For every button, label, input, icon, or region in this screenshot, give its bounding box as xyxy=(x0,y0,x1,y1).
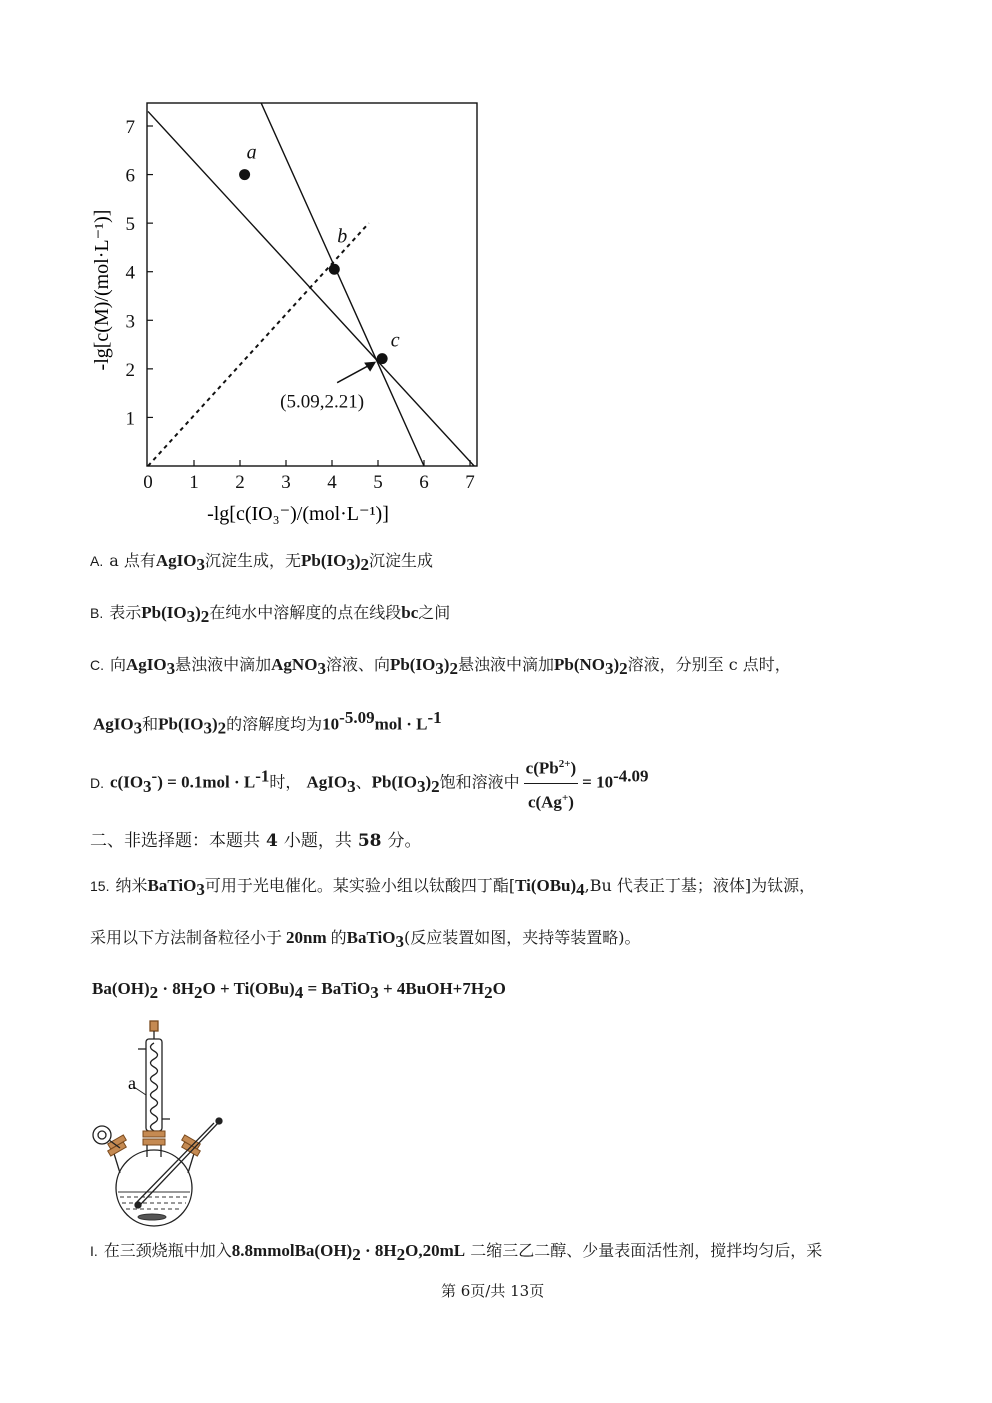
x-tick-label: 5 xyxy=(373,472,383,493)
y-tick-label: 2 xyxy=(125,359,135,381)
x-tick-label: 0 xyxy=(143,472,153,493)
reaction-equation: $Ba(OH)_2 \cdot 8H_2O + Ti(OBu)_4$ = BaTiO$_3$ + $4BuOH+7H_2O$ xyxy=(92,979,506,1003)
y-tick-label: 7 xyxy=(125,117,135,138)
x-tick-label: 2 xyxy=(235,472,245,493)
point-a xyxy=(239,169,250,180)
y-tick-label: 3 xyxy=(125,311,135,333)
x-tick-label: 6 xyxy=(419,472,429,493)
point-b xyxy=(329,264,340,275)
section-heading: 二、非选择题：本题共 4 小题，共 58 分。 xyxy=(90,831,422,851)
y-tick-label: 4 xyxy=(125,262,135,284)
q15-line1: 15. 纳米BaTiO$_3$可用于光电催化。某实验小组以钛酸四丁酯[$Ti(OBu)_4,Bu$ 代表正丁基；液体]为钛源， xyxy=(90,876,816,900)
option-b: B. 表示$Pb(IO_3)_2$在纯水中溶解度的点在线段bc之间 xyxy=(90,603,451,627)
condenser xyxy=(138,1021,170,1135)
x-tick-label: 4 xyxy=(327,472,337,493)
option-c-line2: AgIO$_3$和$Pb(IO_3)_2$的溶解度均为$10^{-5.09}mol \cdot L^{-1}$ xyxy=(93,708,442,738)
step-1-line: I. 在三颈烧瓶中加入$8.8mmolBa(OH)_2 \cdot 8H_2O,20mL$ 二缩三乙二醇、少量表面活性剂，搅拌均匀后，采 xyxy=(90,1241,823,1265)
point-c xyxy=(377,353,388,364)
point-label-c: c xyxy=(390,329,400,352)
annotation-label: (5.09,2.21) xyxy=(280,391,365,413)
option-a: A. a 点有AgIO$_3$沉淀生成，无$Pb(IO_3)_2$沉淀生成 xyxy=(90,551,434,575)
x-tick-label: 7 xyxy=(465,472,475,493)
point-label-a: a xyxy=(246,141,257,164)
series-line-3 xyxy=(148,223,369,466)
apparatus-diagram xyxy=(80,1015,240,1230)
y-tick-label: 6 xyxy=(125,165,135,187)
x-tick-label: 1 xyxy=(189,472,199,493)
stopcock-valve xyxy=(93,1126,120,1148)
y-tick-label: 5 xyxy=(125,214,135,236)
option-c-line1: C. 向AgIO$_3$悬浊液中滴加AgNO$_3$溶液、向$Pb(IO_3)_2$悬浊液中滴加$Pb(NO_3)_2$溶液，分别至 c 点时， xyxy=(90,655,791,679)
x-tick-label: 3 xyxy=(281,472,291,493)
y-axis-label: -lg[c(M)/(mol·L⁻¹)] xyxy=(91,209,113,371)
q15-line2: 采用以下方法制备粒径小于 20nm 的BaTiO$_3$(反应装置如图，夹持等装置略)。 xyxy=(90,928,641,952)
apparatus-label-a: a xyxy=(128,1073,136,1093)
concentration-ratio-fraction: $\frac{c(Pb^{2+})}{c(Ag^+)}$ xyxy=(524,752,579,814)
y-tick-label: 1 xyxy=(125,408,135,430)
solubility-chart xyxy=(0,0,560,540)
x-axis-label: -lg[c(IO₃⁻)/(mol·L⁻¹)] xyxy=(207,503,389,525)
page-footer: 第 6页/共 13页 xyxy=(441,1282,545,1300)
option-d: D. $c(IO_3^-) = 0.1mol \cdot L^{-1}$时， AgIO$_3$、$Pb(IO_3)_2$饱和溶液中 $\frac{c(Pb^{2+})}{c(Ag^+)}$ = $10^{-4.09}$ xyxy=(90,752,649,814)
point-label-b: b xyxy=(337,225,348,248)
